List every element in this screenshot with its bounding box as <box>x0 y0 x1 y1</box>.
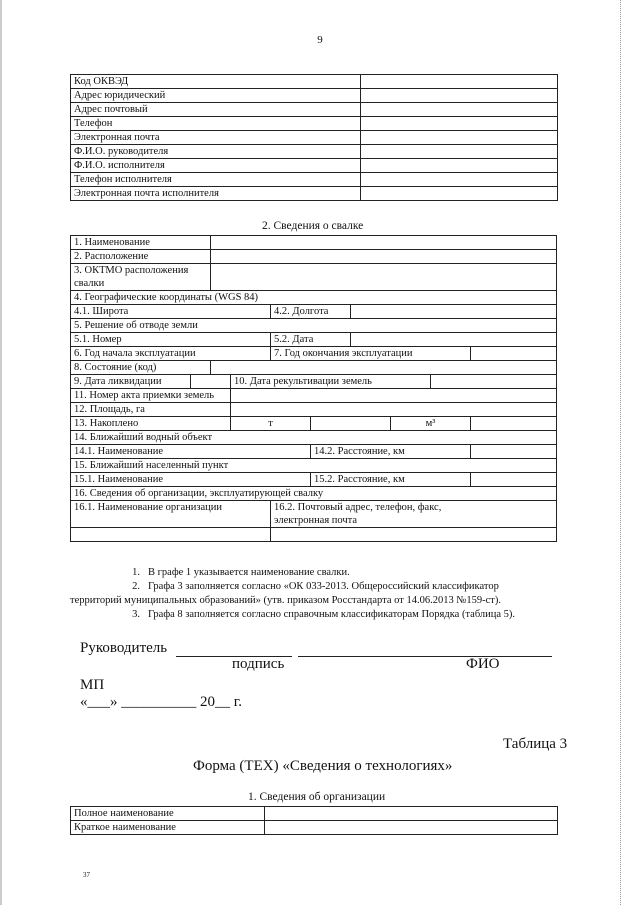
value-cell[interactable] <box>71 528 271 542</box>
field-label: 8. Состояние (код) <box>71 361 211 375</box>
table-row <box>71 187 558 201</box>
table-row <box>71 75 558 89</box>
value-cell[interactable] <box>360 117 557 131</box>
form-title: Форма (ТЕХ) «Сведения о технологиях» <box>193 758 453 774</box>
value-cell[interactable] <box>211 264 557 291</box>
row-label: Краткое наименование <box>71 821 265 835</box>
value-cell[interactable] <box>351 333 557 347</box>
row-label: Электронная почта <box>71 131 361 145</box>
date-line[interactable]: «___» __________ 20__ г. <box>80 694 242 710</box>
value-cell[interactable] <box>311 417 391 431</box>
row-label: Код ОКВЭД <box>71 75 361 89</box>
table-row <box>71 131 558 145</box>
head-label: Руководитель <box>80 640 168 656</box>
field-label: 9. Дата ликвидации <box>71 375 191 389</box>
field-label <box>71 264 211 291</box>
field-label: 13. Накоплено <box>71 417 231 431</box>
fio-caption: ФИО <box>466 656 500 672</box>
scan-left-edge <box>0 0 2 905</box>
field-label: 15.1. Наименование <box>71 473 311 487</box>
scan-right-edge <box>620 0 622 905</box>
field-label: 16.1. Наименование организации <box>71 501 271 528</box>
field-label: 11. Номер акта приемки земель <box>71 389 231 403</box>
group-header: 14. Ближайший водный объект <box>71 431 557 445</box>
row-label: Ф.И.О. руководителя <box>71 145 361 159</box>
field-label: 2. Расположение <box>71 250 211 264</box>
row-label: Телефон <box>71 117 361 131</box>
field-label: 4.2. Долгота <box>271 305 351 319</box>
field-label <box>271 501 557 528</box>
page-number: 9 <box>317 34 323 46</box>
table-row <box>71 145 558 159</box>
note-1: 1. В графе 1 указывается наименование свалки. <box>132 567 350 578</box>
field-label-line: электронная почта <box>274 515 358 526</box>
section-2-title: 2. Сведения о свалке <box>262 220 364 232</box>
value-cell[interactable] <box>264 821 557 835</box>
table-label: Таблица 3 <box>503 736 568 752</box>
value-cell[interactable] <box>360 131 557 145</box>
field-label: 14.1. Наименование <box>71 445 311 459</box>
value-cell[interactable] <box>471 417 557 431</box>
row-label: Полное наименование <box>71 807 265 821</box>
value-cell[interactable] <box>191 375 231 389</box>
value-cell[interactable] <box>211 361 557 375</box>
tech-organization-table <box>70 806 558 835</box>
value-cell[interactable] <box>360 159 557 173</box>
field-label: 6. Год начала эксплуатации <box>71 347 271 361</box>
value-cell[interactable] <box>211 250 557 264</box>
field-label: 14.2. Расстояние, км <box>311 445 471 459</box>
value-cell[interactable] <box>231 403 557 417</box>
field-label: 5.2. Дата <box>271 333 351 347</box>
value-cell[interactable] <box>211 236 557 250</box>
value-cell[interactable] <box>360 145 557 159</box>
table-row <box>71 821 558 835</box>
value-cell[interactable] <box>471 347 557 361</box>
table-row <box>71 807 558 821</box>
value-cell[interactable] <box>471 445 557 459</box>
table-row <box>71 103 558 117</box>
unit-t: т <box>231 417 311 431</box>
stamp-label: МП <box>80 677 105 693</box>
value-cell[interactable] <box>360 75 557 89</box>
row-label: Адрес юридический <box>71 89 361 103</box>
value-cell[interactable] <box>264 807 557 821</box>
organization-contacts-table <box>70 74 558 201</box>
note-2-cont: территорий муниципальных образований» (утв. приказом Росстандарта от 14.06.2013 №159-ст). <box>70 595 501 606</box>
row-label: Телефон исполнителя <box>71 173 361 187</box>
group-header: 4. Географические координаты (WGS 84) <box>71 291 557 305</box>
field-label: 15.2. Расстояние, км <box>311 473 471 487</box>
row-label: Ф.И.О. исполнителя <box>71 159 361 173</box>
field-label-line: 16.2. Почтовый адрес, телефон, факс, <box>274 502 442 513</box>
field-label-line: свалки <box>74 278 105 289</box>
value-cell[interactable] <box>360 103 557 117</box>
value-cell[interactable] <box>351 305 557 319</box>
field-label: 7. Год окончания эксплуатации <box>271 347 471 361</box>
section-1-title: 1. Сведения об организации <box>248 791 386 803</box>
field-label: 5.1. Номер <box>71 333 271 347</box>
table-row <box>71 89 558 103</box>
field-label: 10. Дата рекультивации земель <box>231 375 431 389</box>
table-row <box>71 159 558 173</box>
group-header: 15. Ближайший населенный пункт <box>71 459 557 473</box>
group-header: 16. Сведения об организации, эксплуатирующей свалку <box>71 487 557 501</box>
value-cell[interactable] <box>431 375 557 389</box>
note-3: 3. Графа 8 заполняется согласно справочным классификаторам Порядка (таблица 5). <box>132 609 516 620</box>
field-label-line: 3. ОКТМО расположения <box>74 265 189 276</box>
notes <box>70 566 570 622</box>
fio-line[interactable] <box>298 656 552 657</box>
value-cell[interactable] <box>360 89 557 103</box>
footer-code: 37 <box>83 871 90 879</box>
value-cell[interactable] <box>360 173 557 187</box>
value-cell[interactable] <box>231 389 557 403</box>
field-label: 4.1. Широта <box>71 305 271 319</box>
note-2: 2. Графа 3 заполняется согласно «ОК 033-2013. Общероссийский классификатор <box>132 581 499 592</box>
value-cell[interactable] <box>471 473 557 487</box>
value-cell[interactable] <box>271 528 557 542</box>
field-label: 12. Площадь, га <box>71 403 231 417</box>
landfill-info-table <box>70 235 557 542</box>
unit-m3: м³ <box>391 417 471 431</box>
field-label: 1. Наименование <box>71 236 211 250</box>
table-row <box>71 173 558 187</box>
value-cell[interactable] <box>360 187 557 201</box>
table-row <box>71 117 558 131</box>
sign-caption: подпись <box>232 656 285 672</box>
row-label: Электронная почта исполнителя <box>71 187 361 201</box>
row-label: Адрес почтовый <box>71 103 361 117</box>
group-header: 5. Решение об отводе земли <box>71 319 557 333</box>
